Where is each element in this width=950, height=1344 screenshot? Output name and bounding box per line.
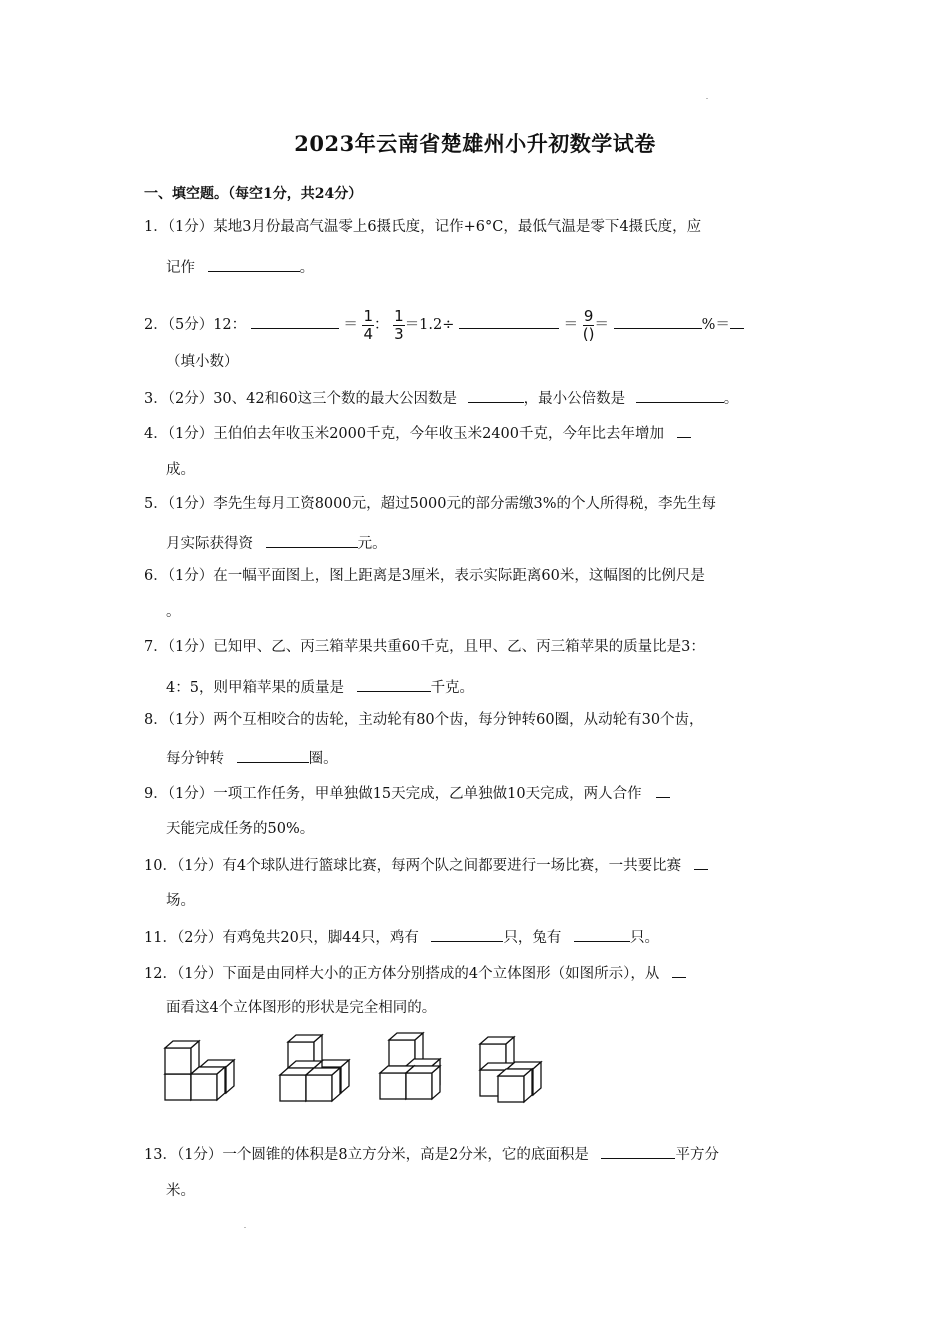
scan-dot xyxy=(706,98,708,99)
answer-blank-7[interactable] xyxy=(357,676,431,692)
question-12-line2: 面看这4个立体图形的形状是完全相同的。 xyxy=(166,1000,437,1016)
question-7-line1: 7．（1分）已知甲、乙、丙三箱苹果共重60千克，且甲、乙、丙三箱苹果的质量比是3： xyxy=(144,639,705,655)
question-1-line1: 1．（1分）某地3月份最高气温零上6摄氏度，记作+6°C，最低气温是零下4摄氏度，应 xyxy=(144,219,702,235)
cube-figure-1 xyxy=(165,1041,234,1100)
answer-blank-12[interactable] xyxy=(672,962,686,978)
answer-blank-10[interactable] xyxy=(694,854,708,870)
cube-figure-4 xyxy=(480,1037,541,1102)
question-10-line1: 10．（1分）有4个球队进行篮球比赛，每两个队之间都要进行一场比赛，一共要比赛 xyxy=(144,854,708,876)
answer-blank-8[interactable] xyxy=(237,747,309,763)
question-13-line1: 13．（1分）一个圆锥的体积是8立方分米，高是2分米，它的底面积是 平方分 xyxy=(144,1143,719,1165)
question-6-line2: 。 xyxy=(166,604,181,620)
section-heading: 一、填空题。（每空1分，共24分） xyxy=(144,186,363,202)
question-5-line1: 5．（1分）李先生每月工资8000元，超过5000元的部分需缴3%的个人所得税，李先生每 xyxy=(144,496,717,512)
question-2-line1: 2．（5分）12： ＝ $\frac{1}{4}$ ： $\frac{1}{3}$ ＝1.2÷ ＝ $\frac{9}{()}$ ＝ %＝ xyxy=(144,306,744,344)
answer-blank-9[interactable] xyxy=(656,782,670,798)
question-8-line2: 每分钟转 圈。 xyxy=(166,747,338,769)
answer-blank-2c[interactable] xyxy=(614,313,702,329)
question-7-line2: 4：5，则甲箱苹果的质量是 千克。 xyxy=(166,676,474,698)
cube-figures xyxy=(160,1030,560,1110)
answer-blank-13[interactable] xyxy=(601,1143,675,1159)
fraction-1-4: $\frac{1}{4}$ xyxy=(363,306,374,343)
question-4-line1: 4．（1分）王伯伯去年收玉米2000千克，今年收玉米2400千克，今年比去年增加 xyxy=(144,422,691,444)
question-1-line2: 记作 。 xyxy=(166,256,314,278)
page-title: 2023年云南省楚雄州小升初数学试卷 xyxy=(294,131,656,156)
question-4-line2: 成。 xyxy=(166,462,195,478)
answer-blank-3a[interactable] xyxy=(468,387,524,403)
question-12-line1: 12．（1分）下面是由同样大小的正方体分别搭成的4个立体图形（如图所示），从 xyxy=(144,962,686,984)
question-10-line2: 场。 xyxy=(166,893,195,909)
answer-blank-1[interactable] xyxy=(208,256,300,272)
question-9-line1: 9．（1分）一项工作任务，甲单独做15天完成，乙单独做10天完成，两人合作 xyxy=(144,782,670,804)
cube-figure-2 xyxy=(280,1035,349,1101)
question-8-line1: 8．（1分）两个互相咬合的齿轮，主动轮有80个齿，每分钟转60圈，从动轮有30个齿， xyxy=(144,712,704,728)
scan-dot xyxy=(244,1227,246,1228)
question-2-note: （填小数） xyxy=(166,354,239,370)
answer-blank-2b[interactable] xyxy=(459,313,559,329)
answer-blank-11b[interactable] xyxy=(574,926,630,942)
cube-figure-3 xyxy=(380,1033,440,1099)
question-6-line1: 6．（1分）在一幅平面图上，图上距离是3厘米，表示实际距离60米，这幅图的比例尺是 xyxy=(144,568,705,584)
answer-blank-4[interactable] xyxy=(677,422,691,438)
fraction-9-blank: $\frac{9}{()}$ xyxy=(582,306,595,343)
answer-blank-5[interactable] xyxy=(266,532,358,548)
question-9-line2: 天能完成任务的50%。 xyxy=(166,821,315,837)
answer-blank-11a[interactable] xyxy=(431,926,503,942)
question-5-line2: 月实际获得资 元。 xyxy=(166,532,387,554)
answer-blank-2d[interactable] xyxy=(730,313,744,329)
question-13-line2: 米。 xyxy=(166,1183,195,1199)
fraction-1-3: $\frac{1}{3}$ xyxy=(394,306,404,343)
answer-blank-3b[interactable] xyxy=(636,387,724,403)
question-11: 11．（2分）有鸡兔共20只，脚44只，鸡有 只，兔有 只。 xyxy=(144,926,659,948)
answer-blank-2a[interactable] xyxy=(251,313,339,329)
question-3: 3．（2分）30、42和60这三个数的最大公因数是 ，最小公倍数是 。 xyxy=(144,387,738,409)
